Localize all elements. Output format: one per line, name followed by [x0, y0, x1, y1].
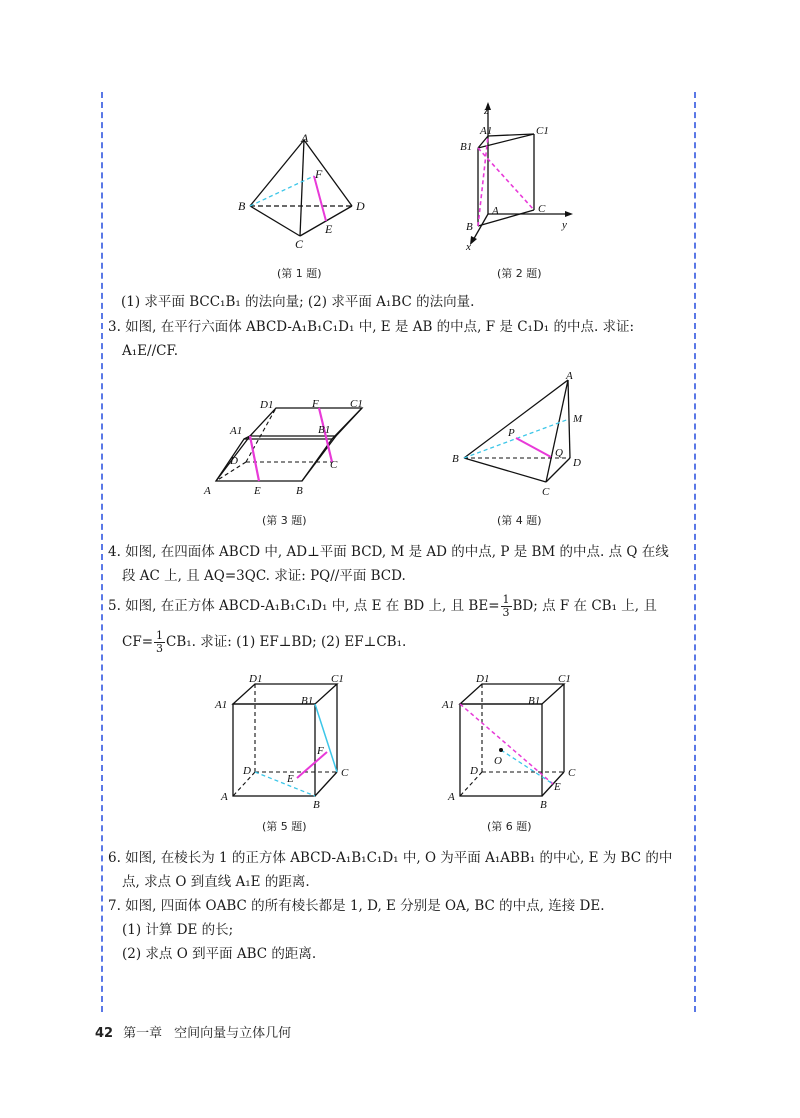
- fig1-label-D: D: [356, 199, 365, 213]
- fig3-label-A: A: [204, 485, 211, 497]
- question-7-line-3: (2) 求点 O 到平面 ABC 的距离.: [122, 946, 317, 962]
- fig3-label-A1: A1: [230, 425, 243, 437]
- caption-figure-4: (第 4 题): [497, 514, 542, 527]
- fig3-label-B: B: [296, 485, 303, 497]
- fig4-label-D: D: [573, 457, 581, 469]
- fig2-label-A: A: [492, 205, 499, 217]
- fig3-label-C: C: [330, 459, 338, 471]
- fig2-label-C: C: [538, 203, 546, 215]
- figure-2-prism-axes: [458, 102, 578, 252]
- fig5-label-E: E: [287, 773, 294, 785]
- caption-figure-2: (第 2 题): [497, 267, 542, 280]
- fraction-one-third: $\frac{1}{3}$: [502, 593, 510, 619]
- question-5-line-1-end: BD; 点 F 在 CB₁ 上, 且: [512, 598, 657, 614]
- question-2-parts: (1) 求平面 BCC₁B₁ 的法向量; (2) 求平面 A₁BC 的法向量.: [121, 294, 475, 310]
- fig4-label-Q: Q: [555, 447, 563, 459]
- fig6-label-A1: A1: [442, 699, 455, 711]
- fig6-label-O: O: [494, 755, 502, 767]
- fig3-label-D1: D1: [260, 399, 274, 411]
- fig2-label-C1: C1: [536, 125, 549, 137]
- fig5-label-D: D: [243, 765, 251, 777]
- chapter-label: 第一章: [123, 1026, 163, 1041]
- fraction-one-third-2: $\frac{1}{3}$: [156, 629, 164, 655]
- question-3-line-2: A₁E//CF.: [122, 343, 178, 359]
- question-4-line-1: 4. 如图, 在四面体 ABCD 中, AD⊥平面 BCD, M 是 AD 的中点, P 是 BM 的中点. 点 Q 在线: [108, 544, 669, 560]
- fig6-label-C: C: [568, 767, 576, 779]
- chapter-title: 空间向量与立体几何: [174, 1026, 292, 1041]
- fig5-label-D1: D1: [249, 673, 263, 685]
- fig1-label-A: A: [301, 131, 309, 145]
- fig5-label-C: C: [341, 767, 349, 779]
- fig1-label-E: E: [325, 222, 333, 236]
- fig4-label-A: A: [566, 370, 573, 382]
- figure-4-tetrahedron: [450, 372, 585, 502]
- right-margin-border: [694, 92, 696, 1012]
- fig2-label-B1: B1: [460, 141, 473, 153]
- question-3-line-1: 3. 如图, 在平行六面体 ABCD-A₁B₁C₁D₁ 中, E 是 AB 的中点, F 是 C₁D₁ 的中点. 求证:: [108, 319, 635, 335]
- question-4-line-2: 段 AC 上, 且 AQ=3QC. 求证: PQ//平面 BCD.: [122, 568, 406, 584]
- caption-figure-3: (第 3 题): [262, 514, 307, 527]
- caption-figure-6: (第 6 题): [487, 820, 532, 833]
- fig6-label-E: E: [554, 781, 561, 793]
- fig5-label-C1: C1: [331, 673, 344, 685]
- caption-figure-5: (第 5 题): [262, 820, 307, 833]
- fig6-label-D: D: [470, 765, 478, 777]
- fig4-label-B: B: [452, 453, 459, 465]
- fig3-label-D: D: [230, 455, 238, 467]
- fig3-label-C1: C1: [350, 398, 363, 410]
- figure-3-parallelepiped: [200, 396, 375, 501]
- question-5-line-2: [122, 630, 406, 655]
- fig2-label-y: y: [562, 219, 567, 231]
- question-6-line-2: 点, 求点 O 到直线 A₁E 的距离.: [122, 874, 310, 890]
- page-number: 42: [95, 1026, 114, 1041]
- fig5-label-B1: B1: [301, 695, 314, 707]
- figure-6-cube: [440, 672, 585, 811]
- fig4-label-P: P: [508, 427, 515, 439]
- fig2-label-z: z: [484, 105, 489, 117]
- question-5-line-1-start: 5. 如图, 在正方体 ABCD-A₁B₁C₁D₁ 中, 点 E 在 BD 上, 且 BE=: [108, 598, 500, 614]
- caption-figure-1: (第 1 题): [277, 267, 322, 280]
- fig2-label-x: x: [466, 241, 471, 253]
- fig6-label-C1: C1: [558, 673, 571, 685]
- fig5-label-A1: A1: [215, 699, 228, 711]
- fig3-label-B1: B1: [318, 424, 331, 436]
- fig2-label-B: B: [466, 221, 473, 233]
- question-5-line-2-end: CB₁. 求证: (1) EF⊥BD; (2) EF⊥CB₁.: [166, 634, 407, 650]
- fig6-label-D1: D1: [476, 673, 490, 685]
- fig5-label-A: A: [221, 791, 228, 803]
- fig2-label-A1: A1: [480, 125, 493, 137]
- question-5-line-2-start: CF=: [122, 634, 154, 650]
- question-7-line-1: 7. 如图, 四面体 OABC 的所有棱长都是 1, D, E 分别是 OA, BC 的中点, 连接 DE.: [108, 898, 605, 914]
- fig3-label-F: F: [312, 398, 319, 410]
- fig5-label-B: B: [313, 799, 320, 811]
- question-7-line-2: (1) 计算 DE 的长;: [122, 922, 234, 938]
- fig1-label-B: B: [238, 199, 246, 213]
- left-margin-border: [101, 92, 103, 1012]
- fig1-label-F: F: [315, 167, 323, 181]
- question-6-line-1: 6. 如图, 在棱长为 1 的正方体 ABCD-A₁B₁C₁D₁ 中, O 为平面 A₁ABB₁ 的中心, E 为 BC 的中: [108, 850, 673, 866]
- fig1-label-C: C: [295, 237, 304, 251]
- figure-1-tetrahedron: [228, 132, 378, 252]
- page-footer: [95, 1022, 291, 1041]
- fig3-label-E: E: [254, 485, 261, 497]
- fig5-label-F: F: [317, 745, 324, 757]
- figure-5-cube: [213, 672, 358, 811]
- question-5-line-1: [108, 594, 657, 619]
- fig6-label-B1: B1: [528, 695, 541, 707]
- fig4-label-C: C: [542, 486, 550, 498]
- fig6-label-A: A: [448, 791, 455, 803]
- fig4-label-M: M: [573, 413, 583, 425]
- fig6-label-B: B: [540, 799, 547, 811]
